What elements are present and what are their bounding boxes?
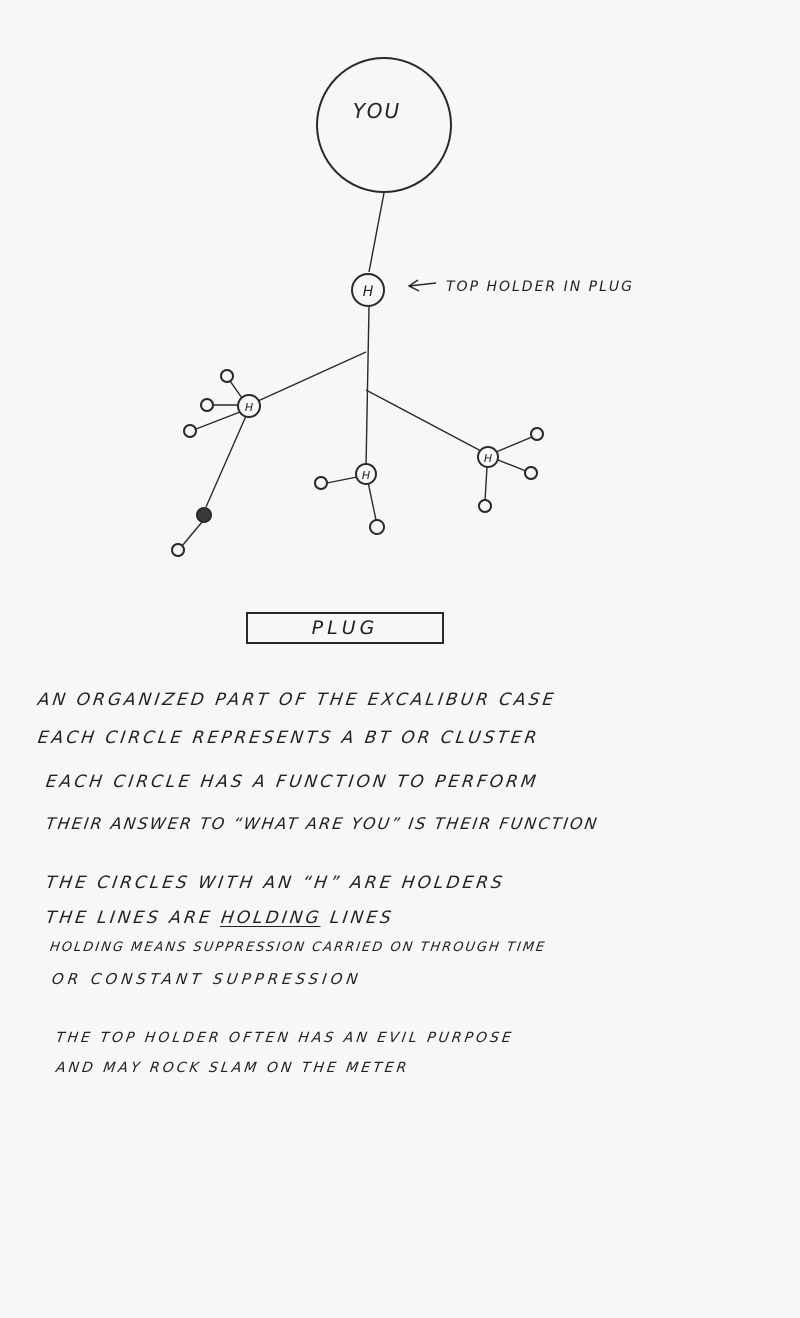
plug-title: PLUG	[311, 617, 379, 639]
note-line-6-suffix: LINES	[320, 908, 396, 928]
note-line-6-underlined: HOLDING	[219, 908, 324, 928]
note-line-3: EACH CIRCLE HAS A FUNCTION TO PERFORM	[44, 772, 540, 792]
left-holder-label: H	[244, 401, 254, 414]
note-line-7: HOLDING MEANS SUPPRESSION CARRIED ON THROUGH TIME	[48, 940, 548, 955]
note-line-2: EACH CIRCLE REPRESENTS A BT OR CLUSTER	[36, 728, 541, 748]
note-line-4: THEIR ANSWER TO “WHAT ARE YOU” IS THEIR FUNCTION	[44, 814, 600, 833]
right-holder-label: H	[483, 452, 493, 465]
center-holder-label: H	[361, 469, 371, 482]
note-line-10: AND MAY ROCK SLAM ON THE METER	[54, 1060, 411, 1076]
note-line-8: OR CONSTANT SUPPRESSION	[50, 970, 363, 988]
note-line-5: THE CIRCLES WITH AN “H” ARE HOLDERS	[44, 873, 507, 893]
note-line-6	[45, 908, 396, 928]
note-line-6-prefix: THE LINES ARE	[44, 908, 223, 928]
top-holder-caption: TOP HOLDER IN PLUG	[446, 279, 635, 295]
note-line-9: THE TOP HOLDER OFTEN HAS AN EVIL PURPOSE	[54, 1030, 515, 1046]
you-label: YOU	[352, 99, 402, 123]
note-line-1: AN ORGANIZED PART OF THE EXCALIBUR CASE	[36, 690, 558, 710]
top-holder-label: H	[362, 284, 374, 300]
